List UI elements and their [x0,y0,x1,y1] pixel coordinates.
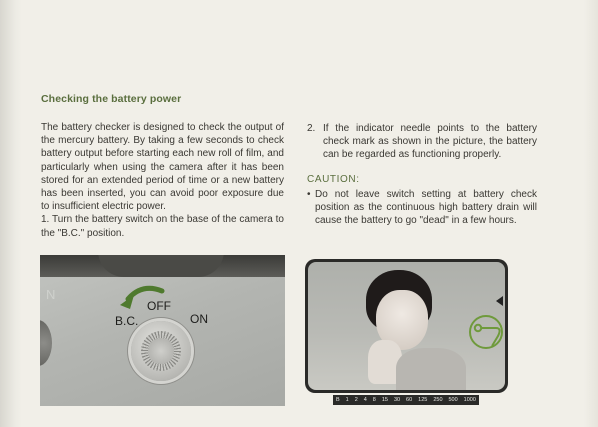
caution-text: Do not leave switch setting at battery check position as the continuous high battery drain will cause the battery to go "dead" in a few hours. [315,188,537,227]
shutter-speed-value: 250 [433,397,443,403]
camera-base-photo [40,255,285,406]
shutter-speed-value: 30 [393,397,401,403]
shutter-speed-scale [333,395,479,405]
intro-paragraph: The battery checker is designed to check the output of the mercury battery. By taking a few seconds to check battery output before starting each new roll of film, and particularly when using the camera after it has been stored for an extended period of time or a new battery has been inserted, you can avoid poor exposure due to insufficient electric power. [41,122,284,213]
book-spine-shadow [0,0,22,427]
caution-bullet: • [307,188,311,200]
step-2-text: If the indicator needle points to the battery check mark as shown in the picture, the battery can be regarded as functioning properly. [323,123,537,161]
shutter-speed-value: 125 [418,397,428,403]
shutter-speed-value: 8 [372,397,376,403]
step-2-number: 2. [307,123,316,134]
left-column-text [41,121,284,240]
right-column-text [307,122,537,227]
shutter-speed-value: 1000 [463,397,476,403]
on-label: ON [190,312,208,326]
caution-heading: CAUTION: [307,173,360,185]
bc-label: B.C. [115,314,139,328]
camera-body-edge [40,255,285,277]
step-1-paragraph: 1. Turn the battery switch on the base of the camera to the "B.C." position. [41,214,284,239]
shutter-speed-value: B [335,397,340,403]
shutter-speed-value: 500 [448,397,458,403]
battery-check-mark-icon [468,312,505,352]
shutter-speed-value: 2 [354,397,358,403]
step-2-item [307,122,537,162]
rewind-knob [40,320,52,366]
page-edge-shadow [584,0,598,427]
section-heading: Checking the battery power [41,93,182,105]
viewfinder-scene [308,262,505,390]
caution-item [307,188,537,228]
viewfinder-photo [305,259,508,393]
shutter-speed-value: 60 [406,397,413,403]
shutter-speed-value: 1 [345,397,349,403]
shutter-speed-value: 4 [363,397,367,403]
battery-switch-dial [131,321,191,381]
needle-pointer-icon [496,296,503,306]
shutter-speed-value: 15 [381,397,388,403]
ghost-letter: N [46,287,56,302]
off-label: OFF [147,299,171,313]
